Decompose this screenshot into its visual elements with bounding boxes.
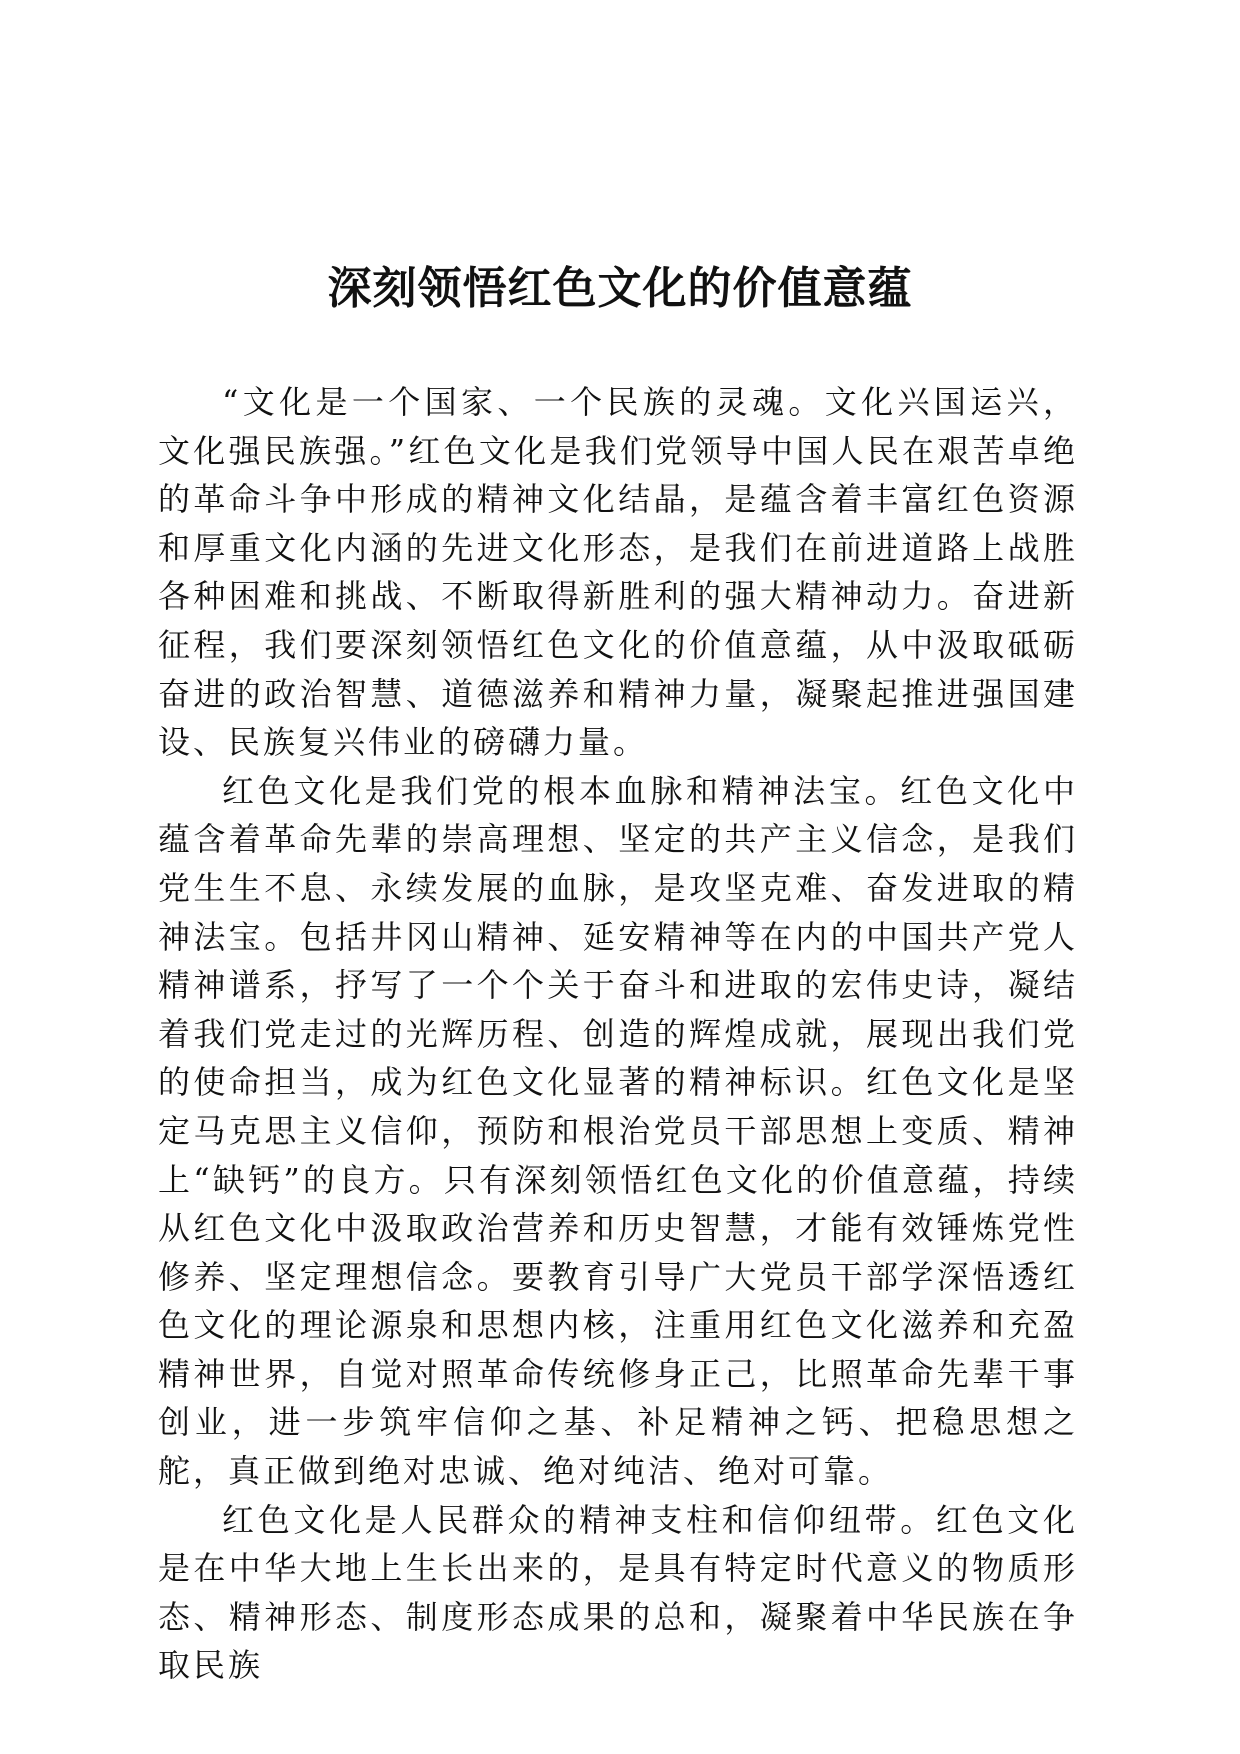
paragraph-1: “文化是一个国家、一个民族的灵魂。文化兴国运兴，文化强民族强。”红色文化是我们党领导中国人民在艰苦卓绝的革命斗争中形成的精神文化结晶，是蕴含着丰富红色资源和厚重文化内涵的先进文化形态，是我们在前进道路上战胜各种困难和挑战、不断取得新胜利的强大精神动力。奋进新征程，我们要深刻领悟红色文化的价值意蕴，从中汲取砥砺奋进的政治智慧、道德滋养和精神力量，凝聚起推进强国建设、民族复兴伟业的磅礴力量。 [158, 383, 1078, 762]
document-body [158, 378, 1078, 1690]
paragraph-3: 红色文化是人民群众的精神支柱和信仰纽带。红色文化是在中华大地上生长出来的，是具有特定时代意义的物质形态、精神形态、制度形态成果的总和，凝聚着中华民族在争取民族 [158, 1500, 1078, 1685]
paragraph-2: 红色文化是我们党的根本血脉和精神法宝。红色文化中蕴含着革命先辈的崇高理想、坚定的共产主义信念，是我们党生生不息、永续发展的血脉，是攻坚克难、奋发进取的精神法宝。包括井冈山精神、延安精神等在内的中国共产党人精神谱系，抒写了一个个关于奋斗和进取的宏伟史诗，凝结着我们党走过的光辉历程、创造的辉煌成就，展现出我们党的使命担当，成为红色文化显著的精神标识。红色文化是坚定马克思主义信仰，预防和根治党员干部思想上变质、精神上“缺钙”的良方。只有深刻领悟红色文化的价值意蕴，持续从红色文化中汲取政治营养和历史智慧，才能有效锤炼党性修养、坚定理想信念。要教育引导广大党员干部学深悟透红色文化的理论源泉和思想内核，注重用红色文化滋养和充盈精神世界，自觉对照革命传统修身正己，比照革命先辈干事创业，进一步筑牢信仰之基、补足精神之钙、把稳思想之舵，真正做到绝对忠诚、绝对纯洁、绝对可靠。 [158, 771, 1078, 1491]
document-title: 深刻领悟红色文化的价值意蕴 [327, 263, 913, 314]
